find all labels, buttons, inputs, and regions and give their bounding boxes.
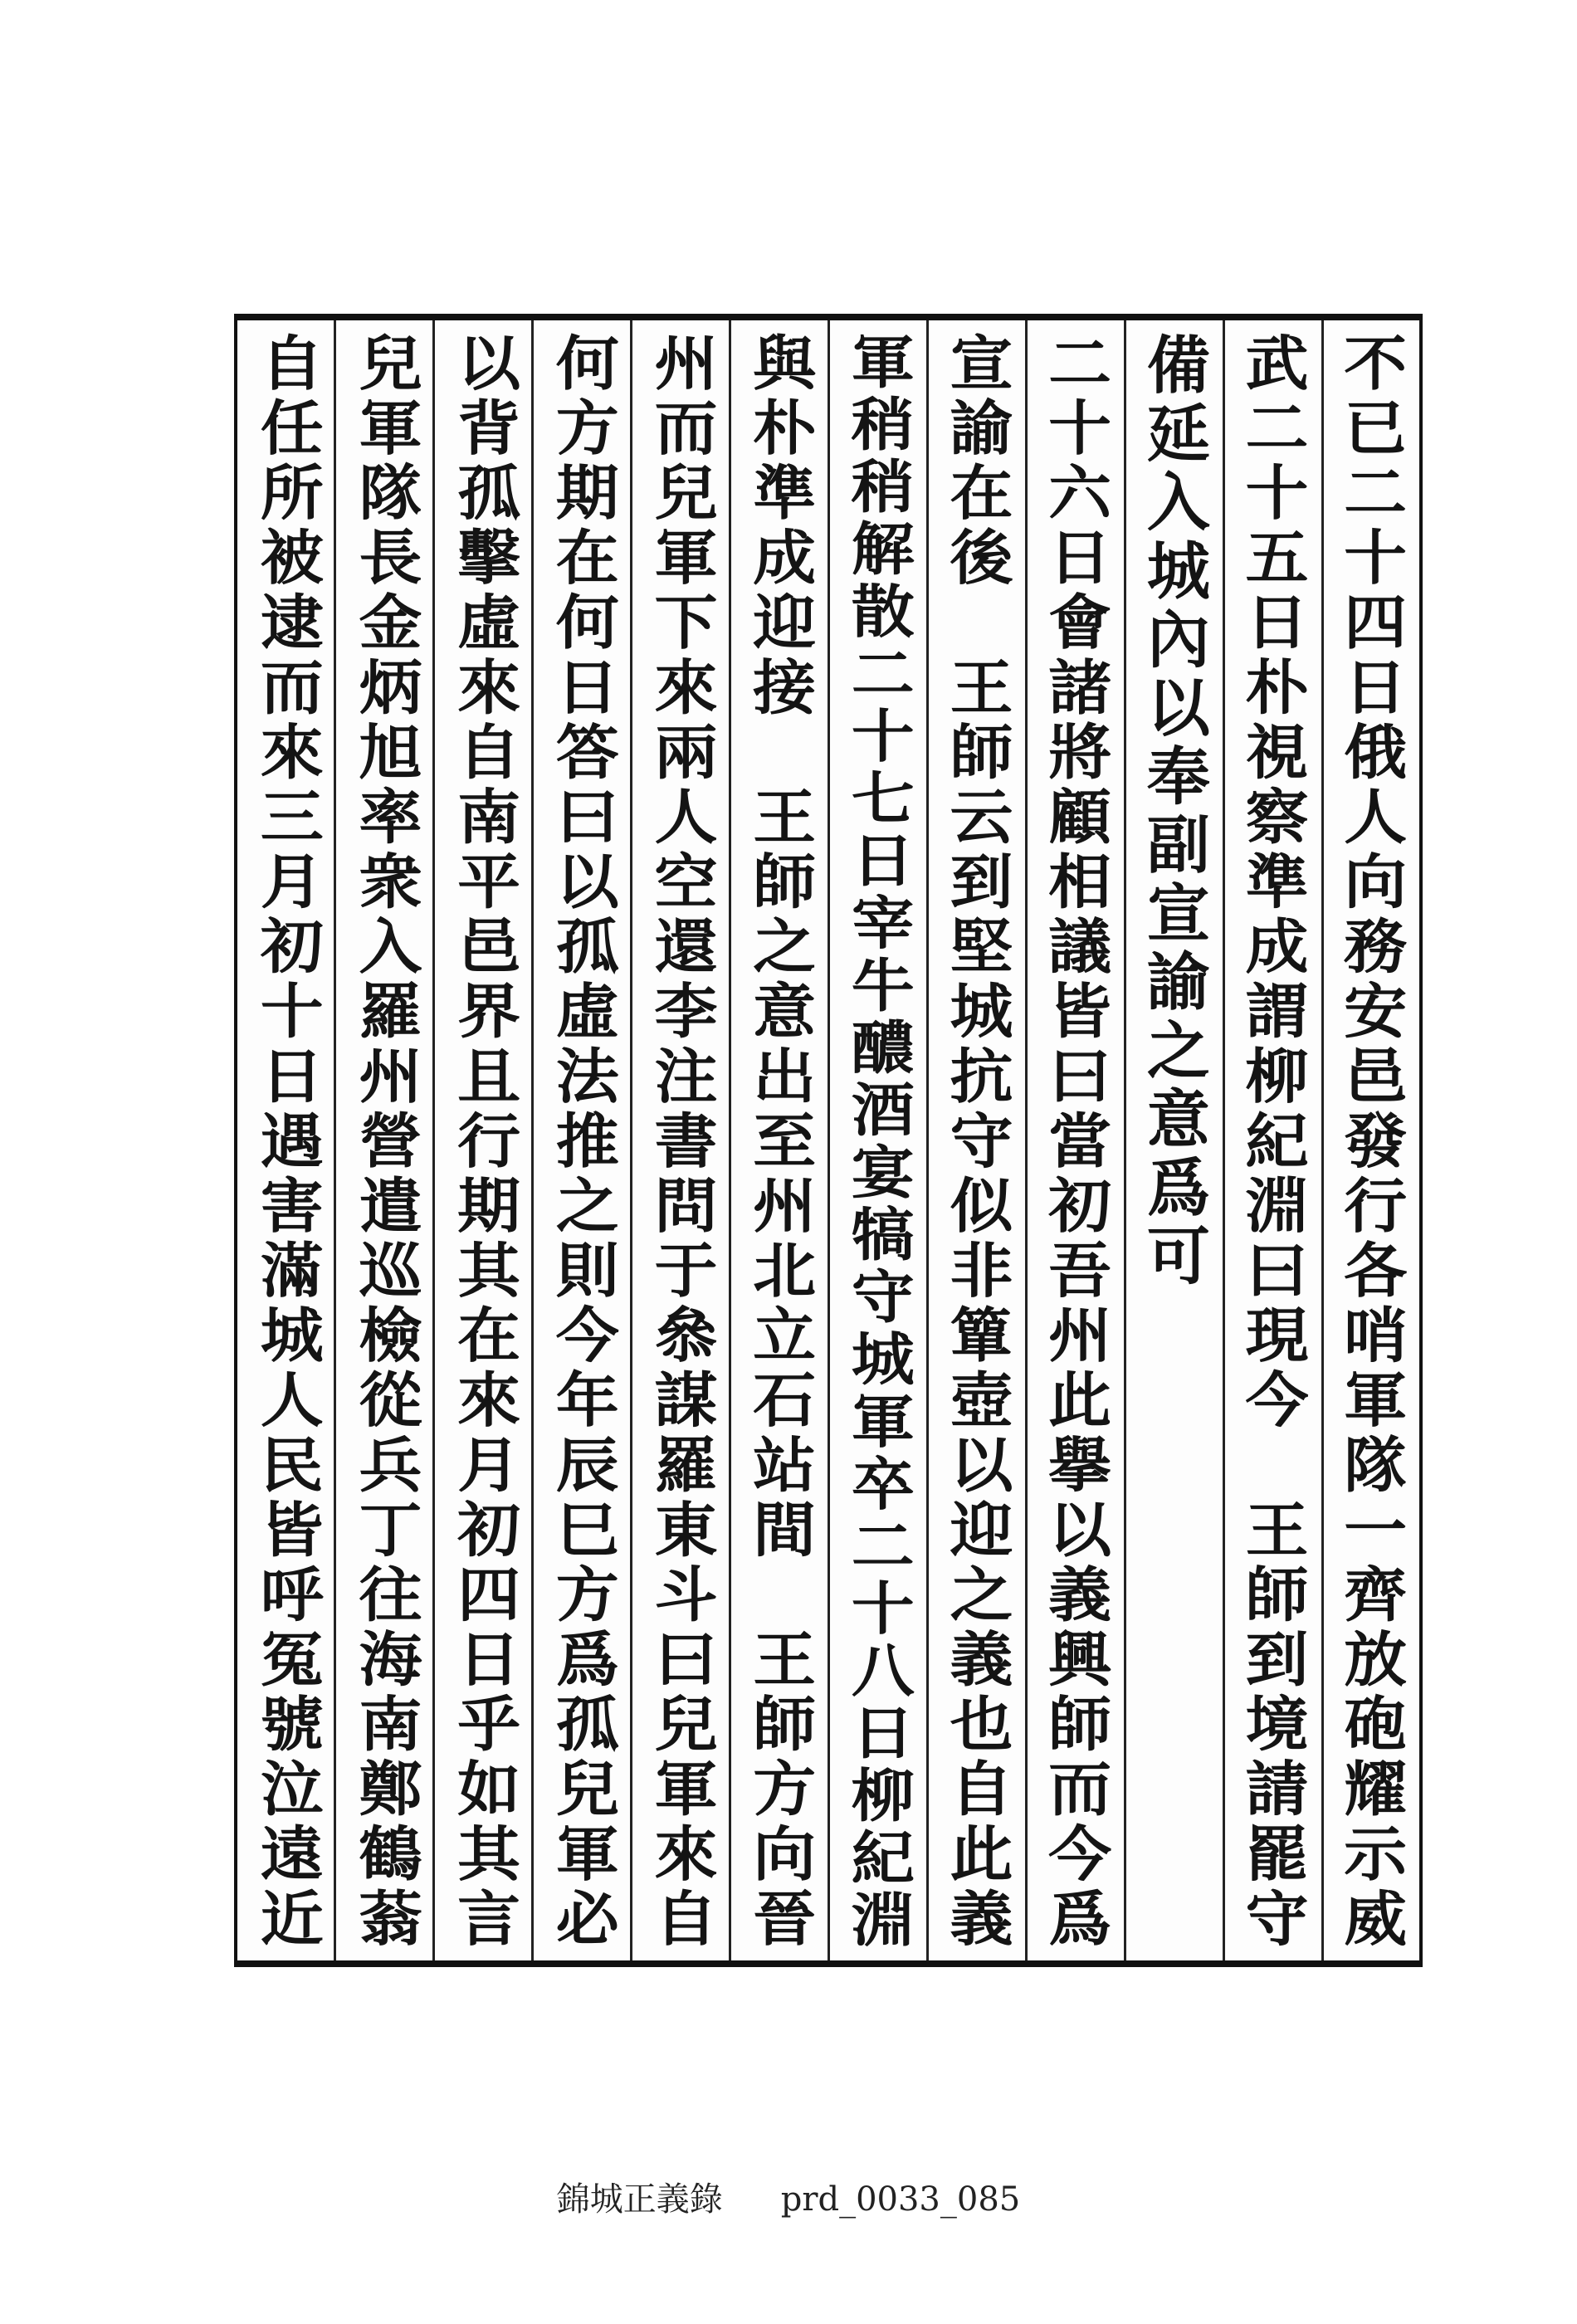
text-column-12 bbox=[237, 320, 336, 1960]
page-code: prd_0033_085 bbox=[780, 2180, 1021, 2219]
book-title: 錦城正義錄 bbox=[556, 2180, 723, 2219]
text-column-10 bbox=[434, 320, 533, 1960]
text-column-1 bbox=[1321, 320, 1419, 1960]
column-text: 二十六日會諸將顧相議皆曰當初吾州此擧以義興師而今爲 bbox=[1038, 332, 1112, 1952]
page-footer bbox=[0, 2173, 1577, 2220]
column-text: 不已二十四日俄人向務安邑發行各哨軍隊一齊放砲耀示威 bbox=[1333, 332, 1408, 1952]
column-text: 軍稍稍解散二十七日宰牛醲酒宴犒守城軍卒二十八日柳紀淵 bbox=[841, 332, 915, 1952]
column-text: 備延入城內以奉副宣諭之意爲可 bbox=[1136, 332, 1211, 1292]
text-column-9 bbox=[533, 320, 632, 1960]
text-column-6 bbox=[828, 320, 927, 1960]
text-column-8 bbox=[632, 320, 730, 1960]
column-text: 兒軍隊長金炳旭率衆入羅州營遣巡檢從兵丁往海南鄭鶴蓊 bbox=[348, 332, 422, 1952]
text-column-11 bbox=[336, 320, 435, 1960]
text-column-4 bbox=[1025, 320, 1124, 1960]
text-column-7 bbox=[730, 320, 828, 1960]
column-text: 自任所被逮而來三月初十日遇害滿城人民皆呼冤號泣遠近 bbox=[250, 332, 325, 1952]
text-columns bbox=[237, 320, 1419, 1960]
text-column-5 bbox=[927, 320, 1026, 1960]
text-column-2 bbox=[1223, 320, 1321, 1960]
text-block-frame bbox=[234, 314, 1423, 1967]
column-text: 武二十五日朴視察準成謂柳紀淵曰現今 王師到境請罷守 bbox=[1234, 332, 1309, 1952]
column-text: 以背孤擊虛來自南平邑界且行期其在來月初四日乎如其言 bbox=[447, 332, 521, 1952]
column-text: 與朴準成迎接 王師之意出至州北立石站間 王師方向晉 bbox=[742, 332, 817, 1952]
column-text: 宣諭在後 王師云到堅城抗守似非簞壺以迎之義也自此義 bbox=[939, 332, 1013, 1952]
column-text: 州而兒軍下來兩人空還李注書問于叅謀羅東斗曰兒軍來自 bbox=[643, 332, 718, 1952]
column-text: 何方期在何日答曰以孤虛法推之則今年辰巳方爲孤兒軍必 bbox=[545, 332, 620, 1952]
text-column-3 bbox=[1124, 320, 1223, 1960]
